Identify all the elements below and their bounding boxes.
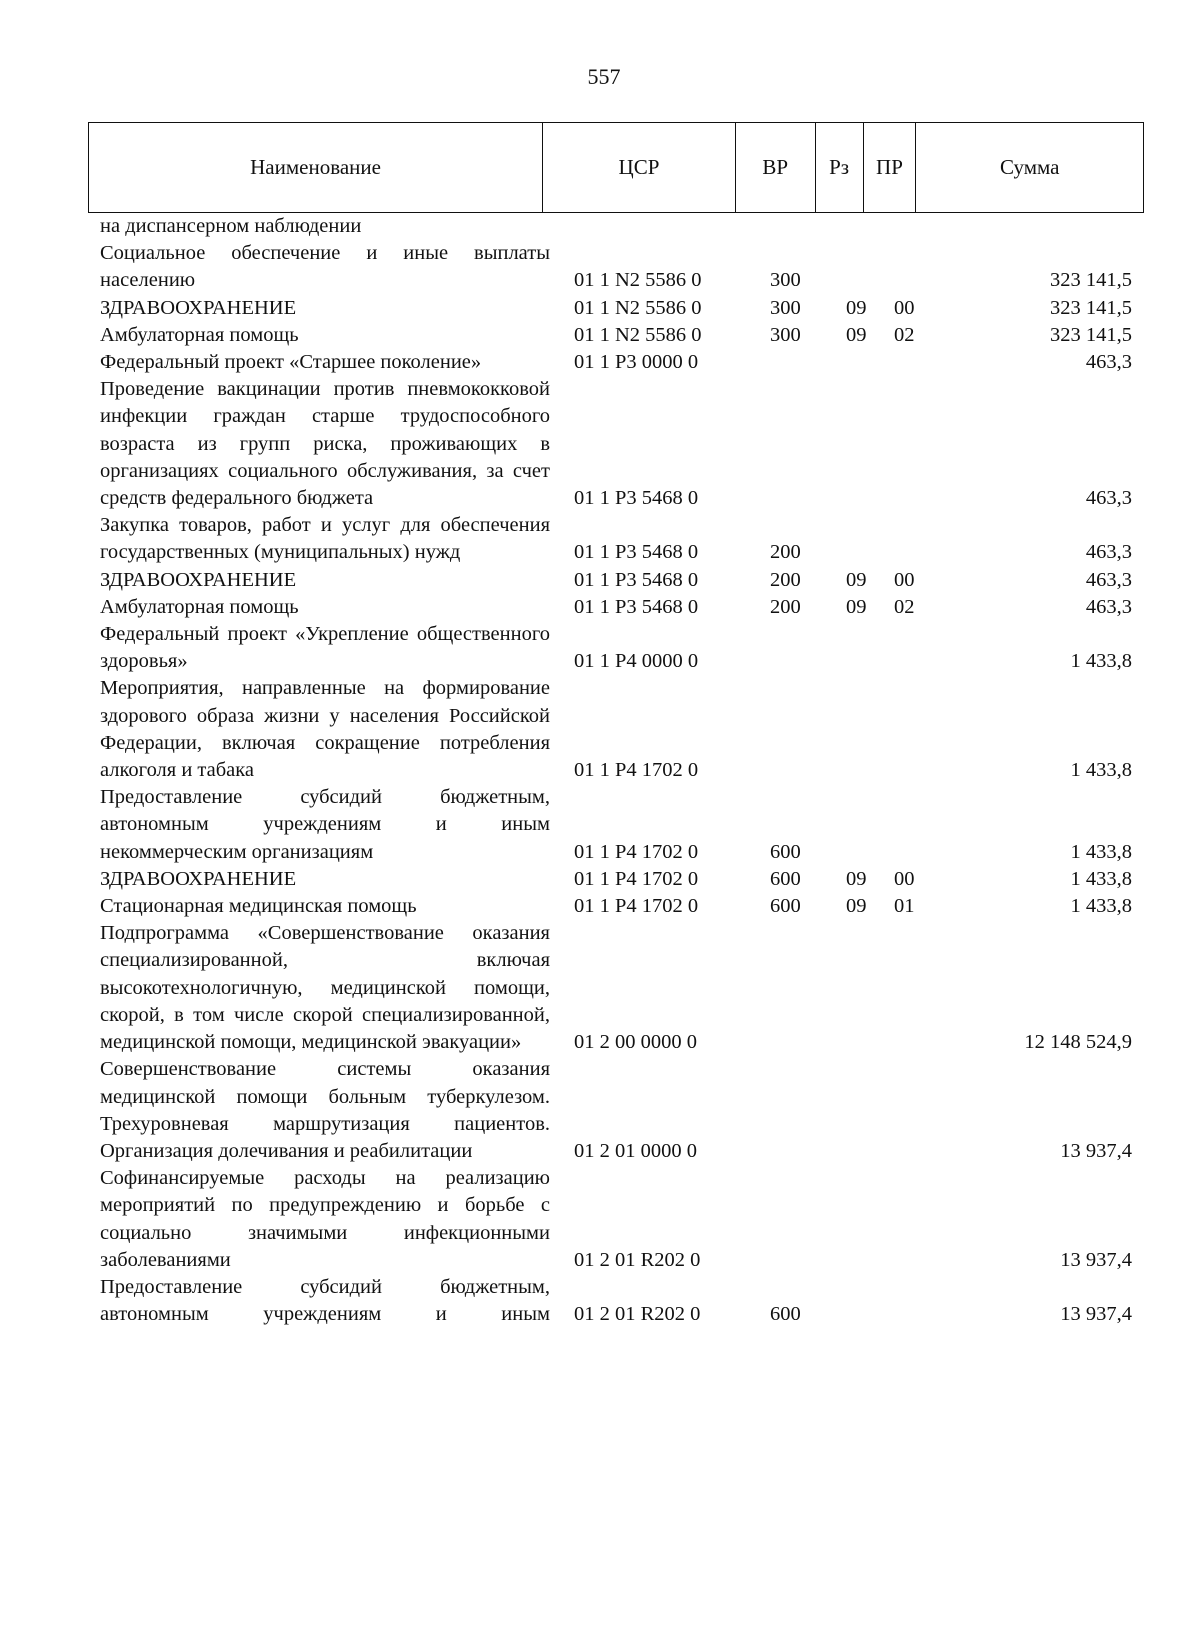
row-name: Совершенствование системы оказания медицинской помощи больным туберкулезом. Трехуровневая маршрутизация пациентов. Организация долечивания и реабилитации [100,1058,550,1162]
row-csr: 01 1 Р4 0000 0 [574,650,699,673]
row-pr: 00 [894,867,915,890]
row-rz: 09 [846,568,867,591]
table-header [88,122,1144,213]
row-sum: 1 433,8 [1070,759,1132,782]
row-sum: 463,3 [1085,487,1132,510]
row-sum: 463,3 [1085,351,1132,374]
row-csr: 01 1 N2 5586 0 [574,269,702,292]
row-sum: 463,3 [1085,595,1132,618]
table-row [88,322,1148,349]
table-row [88,621,1148,675]
row-csr: 01 2 01 R202 0 [574,1303,701,1326]
row-sum: 1 433,8 [1070,895,1132,918]
row-rz: 09 [846,895,867,918]
row-pr: 00 [894,296,915,319]
row-name: Стационарная медицинская помощь [100,895,417,918]
table-row [88,866,1148,893]
row-sum: 463,3 [1085,541,1132,564]
row-sum: 13 937,4 [1060,1248,1132,1271]
row-rz: 09 [846,296,867,319]
row-name: ЗДРАВООХРАНЕНИЕ [100,296,297,319]
header-csr: ЦСР [543,123,736,212]
row-name: Подпрограмма «Совершенствование оказания специализированной, включая высокотехнологичную, медицинской помощи, скорой, в том числе скорой специализированной, медицинской помощи, медицинской эвакуации» [100,922,550,1054]
row-sum: 13 937,4 [1060,1139,1132,1162]
row-pr: 02 [894,323,915,346]
row-name: Амбулаторная помощь [100,323,299,346]
row-pr: 02 [894,595,915,618]
table-row [88,567,1148,594]
row-vr: 300 [770,269,801,292]
row-vr: 300 [770,323,801,346]
table-body [88,213,1148,1328]
table-row [88,1165,1148,1274]
header-pr: ПР [864,123,917,212]
table-row [88,512,1148,566]
header-sum: Сумма [999,155,1060,179]
row-csr: 01 2 01 R202 0 [574,1248,701,1271]
row-csr: 01 1 N2 5586 0 [574,323,702,346]
row-sum: 1 433,8 [1070,840,1132,863]
row-vr: 600 [770,840,801,863]
row-vr: 200 [770,595,801,618]
row-rz: 09 [846,595,867,618]
row-pr: 00 [894,568,915,591]
row-csr: 01 1 Р3 5468 0 [574,568,699,591]
row-sum: 1 433,8 [1070,650,1132,673]
row-name: Предоставление субсидий бюджетным, автономным учреждениям и иным [100,1275,550,1326]
row-csr: 01 1 Р4 1702 0 [574,867,699,890]
table-row [88,295,1148,322]
row-name: Мероприятия, направленные на формирование здорового образа жизни у населения Российской Федерации, включая сокращение потребления алкоголя и табака [100,677,550,782]
row-vr: 200 [770,568,801,591]
row-csr: 01 1 Р4 1702 0 [574,840,699,863]
row-name: Проведение вакцинации против пневмококковой инфекции граждан старше трудоспособного возраста из групп риска, проживающих в организациях социального обслуживания, за счет средств федерального бюджета [100,378,550,510]
row-csr: 01 1 N2 5586 0 [574,296,702,319]
row-name: ЗДРАВООХРАНЕНИЕ [100,568,297,591]
row-name: Социальное обеспечение и иные выплаты населению [100,242,550,292]
row-csr: 01 1 Р3 5468 0 [574,541,699,564]
row-csr: 01 2 00 0000 0 [574,1031,697,1054]
table-row [88,376,1148,512]
row-name: Закупка товаров, работ и услуг для обеспечения государственных (муниципальных) нужд [100,514,550,564]
header-vr: ВР [736,123,816,212]
row-csr: 01 1 Р4 1702 0 [574,759,699,782]
table-row [88,784,1148,866]
row-csr: 01 1 Р3 0000 0 [574,351,699,374]
table-row [88,240,1148,294]
page-number: 557 [587,64,621,89]
table-row [88,893,1148,920]
header-rz: Рз [816,123,864,212]
row-sum: 13 937,4 [1060,1303,1132,1326]
row-csr: 01 1 Р3 5468 0 [574,595,699,618]
row-rz: 09 [846,867,867,890]
row-name: Федеральный проект «Старшее поколение» [100,351,482,374]
row-sum: 1 433,8 [1070,867,1132,890]
table-row [88,594,1148,621]
row-sum: 463,3 [1085,568,1132,591]
table-row [88,920,1148,1056]
row-csr: 01 1 Р4 1702 0 [574,895,699,918]
row-sum: 12 148 524,9 [1024,1031,1132,1054]
table-row [88,675,1148,784]
row-name: на диспансерном наблюдении [100,215,362,237]
row-name: Амбулаторная помощь [100,595,299,618]
row-sum: 323 141,5 [1050,269,1132,292]
row-vr: 600 [770,895,801,918]
row-name: ЗДРАВООХРАНЕНИЕ [100,867,297,890]
row-vr: 200 [770,541,801,564]
row-name: Софинансируемые расходы на реализацию мероприятий по предупреждению и борьбе с социально значимыми инфекционными заболеваниями [100,1167,550,1271]
row-name: Предоставление субсидий бюджетным, автономным учреждениям и иным некоммерческим организациям [100,786,550,863]
row-pr: 01 [894,895,915,918]
row-rz: 09 [846,323,867,346]
row-csr: 01 2 01 0000 0 [574,1139,697,1162]
row-vr: 300 [770,296,801,319]
row-name: Федеральный проект «Укрепление общественного здоровья» [100,623,550,673]
row-vr: 600 [770,1303,801,1326]
header-name: Наименование [89,123,543,212]
table-row [88,1274,1148,1328]
table-row [88,349,1148,376]
table-row [88,1056,1148,1165]
row-sum: 323 141,5 [1050,323,1132,346]
row-csr: 01 1 Р3 5468 0 [574,487,699,510]
row-sum: 323 141,5 [1050,296,1132,319]
row-vr: 600 [770,867,801,890]
table-row [88,213,1148,240]
